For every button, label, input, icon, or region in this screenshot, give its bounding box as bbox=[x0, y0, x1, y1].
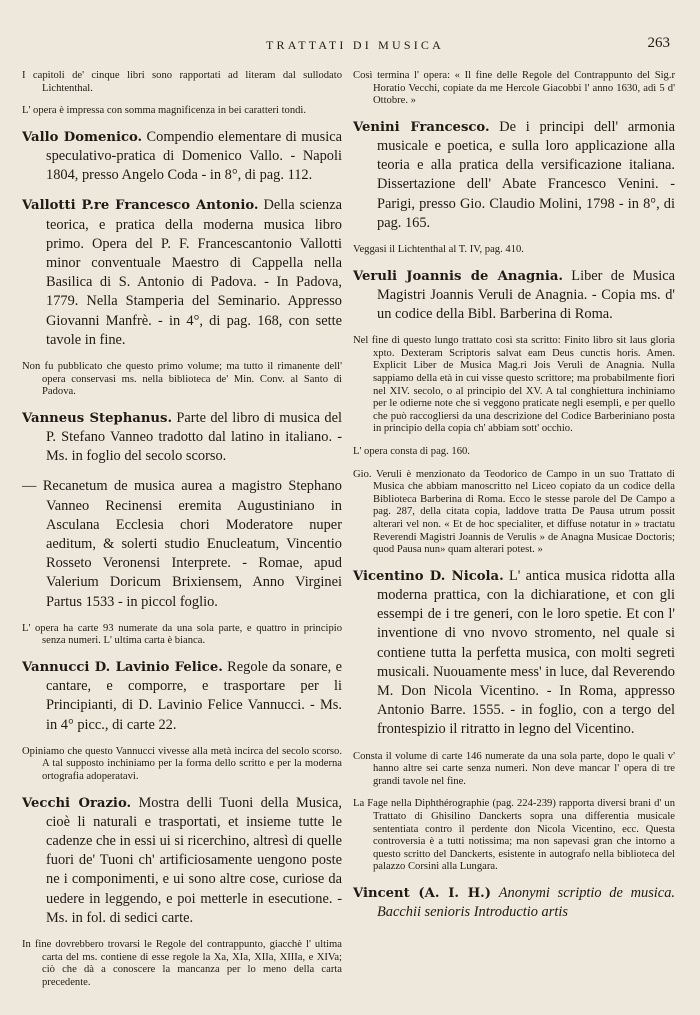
entry-author: Venini Francesco. bbox=[353, 119, 490, 135]
entry-text: Anonymi scriptio de musica. Bacchii senioris Introductio artis bbox=[377, 884, 675, 921]
entry-author: Vicentino D. Nicola. bbox=[353, 568, 504, 584]
bibliography-entry bbox=[353, 884, 675, 922]
entry-text: Mostra delli Tuoni della Musica, cioè li naturali e trasportati, et insieme tutte le cadenze che in essi ui si ricerchino, altresì di quelle fuori de' Tuoni ch' artificiosamente uengono poste ne i componimenti, e ui sono altre cose, curiose da uedere in leggendo, e poi metterle in esecutione. - Ms. in fol. di sedici carte. bbox=[46, 794, 342, 926]
entry-author: Vallo Domenico. bbox=[22, 129, 143, 145]
entry-author: Vincent (A. I. H.) bbox=[353, 885, 491, 901]
page-header bbox=[40, 35, 670, 64]
entry-text: De i principi dell' armonia musicale e poetica, e sulla loro applicazione alla teoria e alla pratica della versificazione italiana. Dissertazione dell' Abate Francesco Venini. - Parigi, presso Gio. Claudio Molini, 1798 - in 8°, di pag. 165. bbox=[377, 118, 675, 231]
entry-author: Veruli Joannis de Anagnia. bbox=[353, 268, 563, 284]
note: Veggasi il Lichtenthal al T. IV, pag. 410. bbox=[353, 244, 524, 255]
page-number: 263 bbox=[647, 35, 670, 51]
running-title: TRATTATI DI MUSICA bbox=[266, 38, 444, 52]
entry-author: Vannucci D. Lavinio Felice. bbox=[22, 660, 223, 676]
right-column bbox=[353, 68, 675, 933]
note: L' opera consta di pag. 160. bbox=[353, 445, 470, 457]
note: Non fu pubblicato che questo primo volume; ma tutto il rimanente dell' opera conservasi ms. nella biblioteca de' Min. Conv. al Santo di Padova. bbox=[22, 361, 342, 398]
entry-text: Parte del libro di musica del P. Stefano Vanneo tradotto dal latino in italiano. - Ms. in foglio del secolo scorso. bbox=[46, 409, 342, 465]
entry-author: Vecchi Orazio. bbox=[22, 795, 132, 811]
bibliography-entry bbox=[22, 658, 342, 735]
note: Nel fine di questo lungo trattato così sta scritto: Finito libro sit laus gloria xpto. Dexteram Scriptoris salvat eam Deus cunctis horis. Amen. Explicit Liber de Musica Mag.ri Jois Veruli de Anagnia. Nulla sappiamo della età in cui visse questo scrittore; ma probabilmente fiorì nel XIV. secolo, o al principio del XV. A tal conghiettura inchiniamo per le odierne note che si veggono praticate negli esempli, e per quello che può raccogliersi da una descrizione del Codice Barberiniano posta in principio della copia ch' abbiam sott' occhio. bbox=[353, 335, 675, 435]
bibliography-entry bbox=[353, 118, 675, 233]
entry-dash: — bbox=[22, 478, 37, 495]
note: Gio. Veruli è menzionato da Teodorico de Campo in un suo Trattato di Musica che abbiam manoscritto nel Liceo copiato da un codice della Biblioteca Barberina di Roma. Ecco le stesse parole del De Campo a pag. 287, della citata copia, laddove tratta De Pausa utrum possit alterari vel non. « Et de hoc specialiter, et diffuse notatur in » tractatu Reverendi Magistri Joannis de Verulis » de Anagna Musicae Doctoris; quod Pausa nun» quam alterari potest. » bbox=[353, 468, 675, 556]
entry-author: Vallotti P.re Francesco Antonio. bbox=[22, 198, 259, 214]
entry-text: Della scienza teorica, e pratica della moderna musica libro primo. Opera del P. F. Francescantonio Vallotti minor conventuale Maestro di Cappella nella Basilica di S. Antonio di Padova. - In Padova, 1779. Nella Stamperia del Seminario. Appresso Giovanni Manfrè. - in 4°, di pag. 168, con sette tavole in fine. bbox=[46, 197, 342, 348]
note: L' opera è impressa con somma magnificenza in bei caratteri tondi. bbox=[22, 105, 307, 117]
note: Così termina l' opera: « Il fine delle Regole del Contrappunto del Sig.r Horatio Vecchi, copiate da me Hercole Giacobbi l' anno 1630, adì 5 d' Ottobre. » bbox=[353, 70, 675, 107]
left-column bbox=[22, 68, 342, 999]
entry-text: Compendio elementare di musica speculativo-pratica di Domenico Vallo. - Napoli 1804, presso Angelo Coda - in 8°, di pag. 112. bbox=[46, 128, 342, 184]
entry-text: Recanetum de musica aurea a magistro Stephano Vanneo Recinensi eremita Augustiniano in Asculana Ecclesia chori Moderatore nuper aeditum, & solerti studio Enucleatum, Vincentio Rosseto Veronensi Interprete. - Romae, apud Valerium Doricum Brixiensem, Anno Virginei Partus 1533 - in piccol foglio. bbox=[42, 478, 342, 610]
bibliography-entry bbox=[22, 196, 342, 350]
entry-text: L' antica musica ridotta alla moderna prattica, con la dichiaratione, et con gli essempi de i tre generi, con le loro spetie. Et con l' inventione di vno nvovo stromento, nel quale si contiene tutta la perfetta musica, con molti segreti musicali. Nuouamente mess' in luce, dal Reverendo M. Don Nicola Vicentino. - In Roma, appresso Antonio Barre. 1555. - in foglio, con a tergo del frontespizio il ritratto in legno del Vicentino. bbox=[377, 567, 675, 738]
note: L' opera ha carte 93 numerate da una sola parte, e quattro in principio senza numeri. L' ultima carta è bianca. bbox=[22, 622, 342, 647]
note: La Fage nella Diphthérographie (pag. 224-239) rapporta diversi brani d' un Trattato di Ghisilino Danckerts sopra una differentia musicale sententiata contro il perdente don Nicola Vicentino, ecc. Questa controversia è a tutti notissima; ma non sapevasi gran che intorno a questo scritto del Danckerts, esistente in autografo nella biblioteca del palazzo Corsini alla Lungara. bbox=[353, 798, 675, 873]
note: Opiniamo che questo Vannucci vivesse alla metà incirca del secolo scorso. A tal supposto inchiniamo per la forma dello scritto e per la moderna ortografia adoperatavi. bbox=[22, 745, 342, 783]
bibliography-entry bbox=[22, 794, 342, 928]
bibliography-entry bbox=[22, 409, 342, 467]
note: Consta il volume di carte 146 numerate da una sola parte, dopo le quali v' hanno altre sei carte senza numeri. Non deve mancar l' opera di tre grandi tavole nel fine. bbox=[353, 750, 675, 787]
entry-author: Vanneus Stephanus. bbox=[22, 410, 173, 426]
bibliography-entry bbox=[353, 267, 675, 325]
note: In fine dovrebbero trovarsi le Regole del contrappunto, giacchè l' ultima carta del ms. contiene di esse regole la Xa, XIa, XIIa, XIIIa, e XIVa; ciò che dà a conoscere la mancanza per lo meno della carta precedente. bbox=[22, 939, 342, 988]
entry-text: Regole da sonare, e cantare, e comporre, e trasportare per li Principianti, di D. Lavinio Felice Vannucci. - Ms. in 4° picc., di carte 22. bbox=[46, 659, 342, 733]
bibliography-entry bbox=[22, 477, 342, 611]
entry-text: Liber de Musica Magistri Joannis Veruli de Anagnia. - Copia ms. d' un codice della Bibl. Barberina di Roma. bbox=[377, 267, 675, 322]
note: I capitoli de' cinque libri sono rapportati ad literam dal sullodato Lichtenthal. bbox=[22, 70, 342, 94]
bibliography-entry bbox=[22, 128, 342, 186]
bibliography-entry bbox=[353, 567, 675, 740]
